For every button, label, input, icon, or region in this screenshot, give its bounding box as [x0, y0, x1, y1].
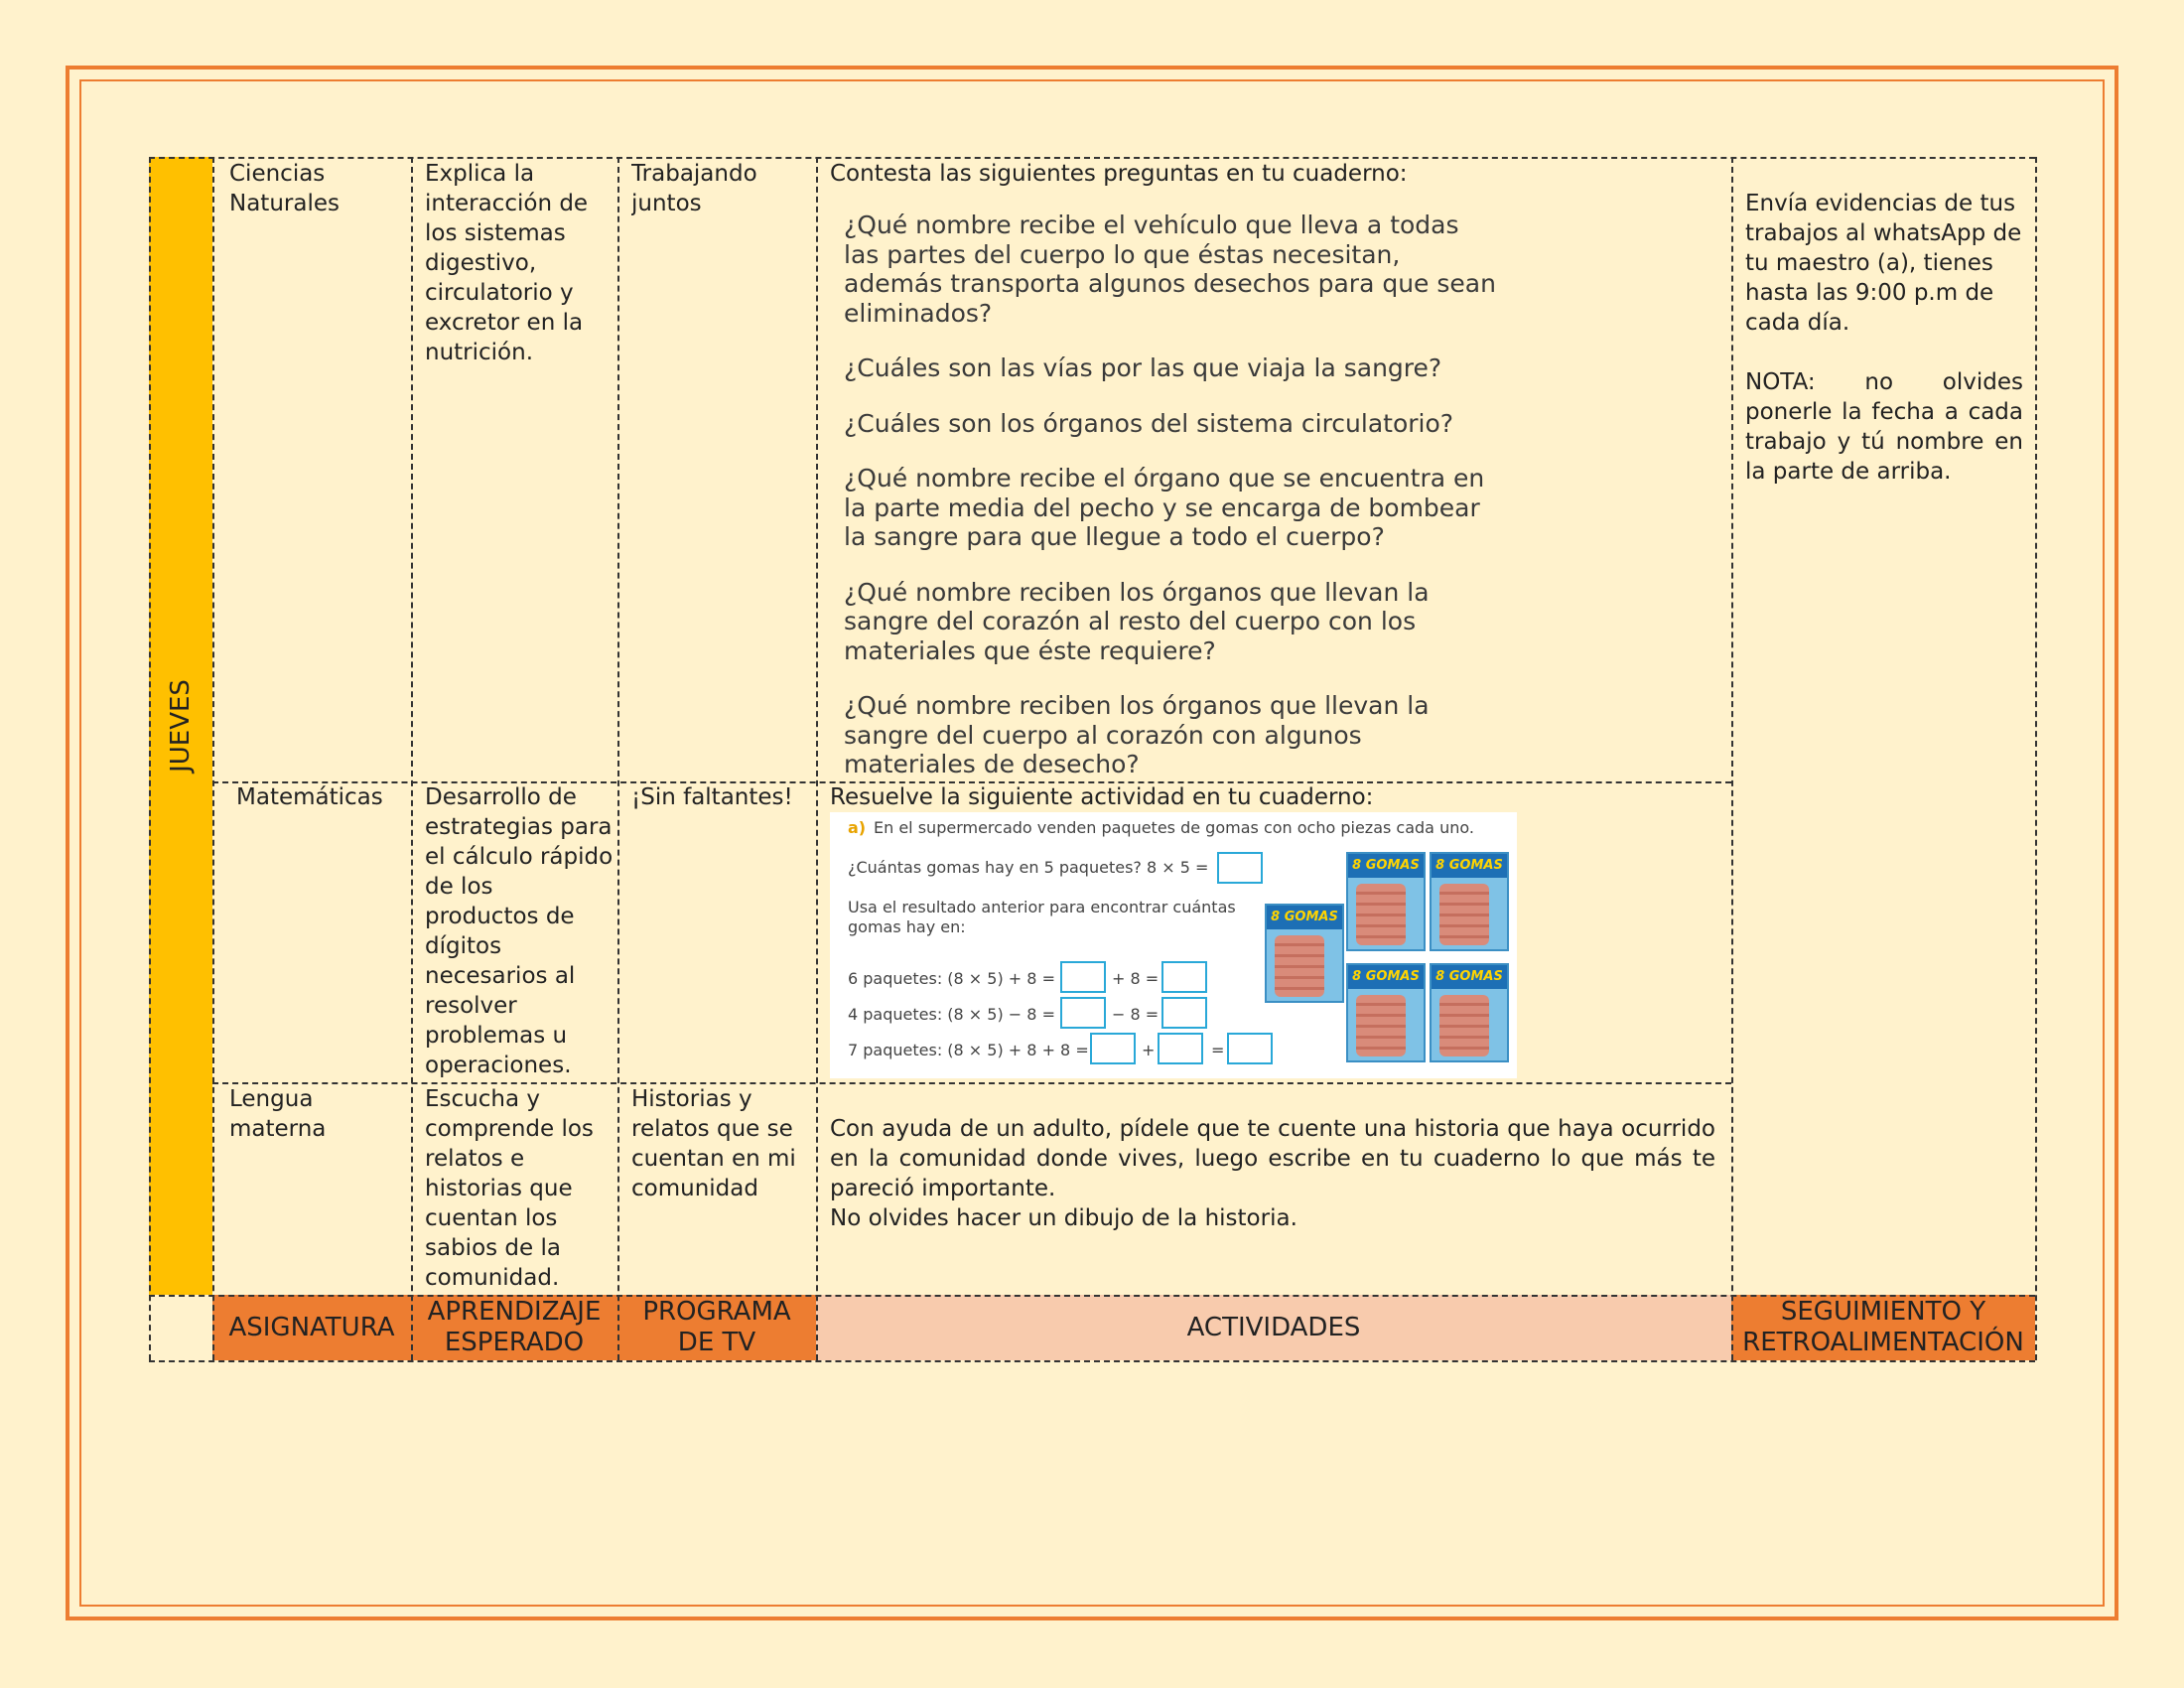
grid-line	[149, 1295, 2035, 1297]
header-learning: APRENDIZAJE ESPERADO	[411, 1295, 617, 1360]
row3-program: Historias y relatos que se cuentan en mi comunidad	[631, 1086, 796, 1201]
header-subject: ASIGNATURA	[212, 1295, 411, 1360]
grid-line	[617, 157, 619, 1360]
day-cell	[149, 157, 212, 1295]
math-exercise-image	[830, 812, 1517, 1078]
exercise-line: +	[1142, 1041, 1156, 1059]
answer-box	[1227, 1033, 1273, 1064]
grid-line	[411, 157, 413, 1360]
row1-subject: Ciencias Naturales	[229, 161, 340, 216]
question-item: ¿Qué nombre reciben los órganos que llevan la sangre del corazón al resto del cuerpo con los materiales que éste requiere?	[844, 577, 1430, 665]
exercise-line: =	[1211, 1041, 1225, 1059]
row1-program: Trabajando juntos	[631, 161, 757, 216]
answer-box	[1161, 961, 1207, 993]
row1-activity-intro: Contesta las siguientes preguntas en tu cuaderno:	[830, 161, 1408, 187]
row2-program: ¡Sin faltantes!	[631, 784, 793, 810]
grid-line	[816, 157, 818, 1360]
exercise-instruction: Usa el resultado anterior para encontrar cuántas	[848, 898, 1236, 916]
grid-line	[212, 157, 214, 1360]
exercise-line: 4 paquetes: (8 × 5) − 8 =	[848, 1005, 1055, 1024]
exercise-q1: ¿Cuántas gomas hay en 5 paquetes? 8 × 5 =	[848, 858, 1209, 877]
row3-learning: Escucha y comprende los relatos e historias que cuentan los sabios de la comunidad.	[425, 1086, 594, 1291]
exercise-line: 7 paquetes: (8 × 5) + 8 + 8 =	[848, 1041, 1089, 1059]
question-item: ¿Cuáles son las vías por las que viaja la sangre?	[844, 353, 1442, 382]
row1-learning: Explica la interacción de los sistemas digestivo, circulatorio y excretor en la nutrición.	[425, 161, 589, 365]
question-item: ¿Qué nombre reciben los órganos que llevan la sangre del cuerpo al corazón con algunos materiales de desecho?	[844, 691, 1430, 778]
gum-pack-image: 8 GOMAS	[1346, 852, 1426, 951]
row3-activity-note: No olvides hacer un dibujo de la historia.	[830, 1205, 1297, 1231]
answer-box	[1158, 1033, 1203, 1064]
question-item: ¿Qué nombre recibe el órgano que se encuentra en la parte media del pecho y se encarga de bombear la sangre para que llegue a todo el cuerpo?	[844, 464, 1485, 551]
exercise-line: 6 paquetes: (8 × 5) + 8 =	[848, 969, 1055, 988]
followup-p1: Envía evidencias de tus trabajos al whatsApp de tu maestro (a), tienes hasta las 9:00 p.m de cada día.	[1745, 191, 2022, 336]
gum-pack-image: 8 GOMAS	[1346, 963, 1426, 1062]
grid-line	[149, 1360, 2035, 1362]
grid-line	[149, 157, 151, 1360]
grid-line	[2035, 157, 2037, 1360]
exercise-instruction: gomas hay en:	[848, 917, 966, 936]
day-label: JUEVES	[166, 679, 196, 773]
answer-box	[1090, 1033, 1136, 1064]
question-item: ¿Qué nombre recibe el vehículo que lleva a todas las partes del cuerpo lo que éstas necesitan, además transporta algunos desechos para que sean eliminados?	[844, 211, 1496, 328]
row3-activity-text: Con ayuda de un adulto, pídele que te cuente una historia que haya ocurrido en la comunidad donde vives, luego escribe en tu cuaderno lo que más te pareció importante.	[830, 1116, 1715, 1201]
row1-activity	[830, 159, 1723, 780]
header-followup: SEGUIMIENTO Y RETROALIMENTACIÓN	[1731, 1295, 2035, 1360]
row2-learning: Desarrollo de estrategias para el cálculo rápido de los productos de dígitos necesarios al resolver problemas u operaciones.	[425, 784, 614, 1078]
answer-box	[1060, 997, 1106, 1029]
grid-line	[1731, 157, 1733, 1360]
exercise-statement: En el supermercado venden paquetes de gomas con ocho piezas cada uno.	[874, 818, 1474, 837]
answer-box	[1161, 997, 1207, 1029]
row3-activity	[830, 1114, 1715, 1233]
question-list	[844, 211, 1499, 779]
exercise-letter: a)	[848, 818, 867, 837]
header-activities: ACTIVIDADES	[816, 1295, 1731, 1360]
gum-pack-image: 8 GOMAS	[1430, 963, 1509, 1062]
followup-text	[1745, 189, 2023, 487]
row3-subject: Lengua materna	[229, 1086, 327, 1142]
followup-p2: NOTA: no olvides ponerle la fecha a cada trabajo y tú nombre en la parte de arriba.	[1745, 369, 2023, 485]
answer-box	[1060, 961, 1106, 993]
question-item: ¿Cuáles son los órganos del sistema circulatorio?	[844, 408, 1454, 438]
row2-subject: Matemáticas	[236, 784, 383, 810]
exercise-line: + 8 =	[1112, 969, 1160, 988]
row2-activity-intro: Resuelve la siguiente actividad en tu cuaderno:	[830, 784, 1374, 810]
exercise-line: − 8 =	[1112, 1005, 1160, 1024]
gum-pack-image: 8 GOMAS	[1265, 904, 1344, 1003]
header-program: PROGRAMA DE TV	[617, 1295, 816, 1360]
gum-pack-image: 8 GOMAS	[1430, 852, 1509, 951]
answer-box	[1217, 852, 1263, 884]
